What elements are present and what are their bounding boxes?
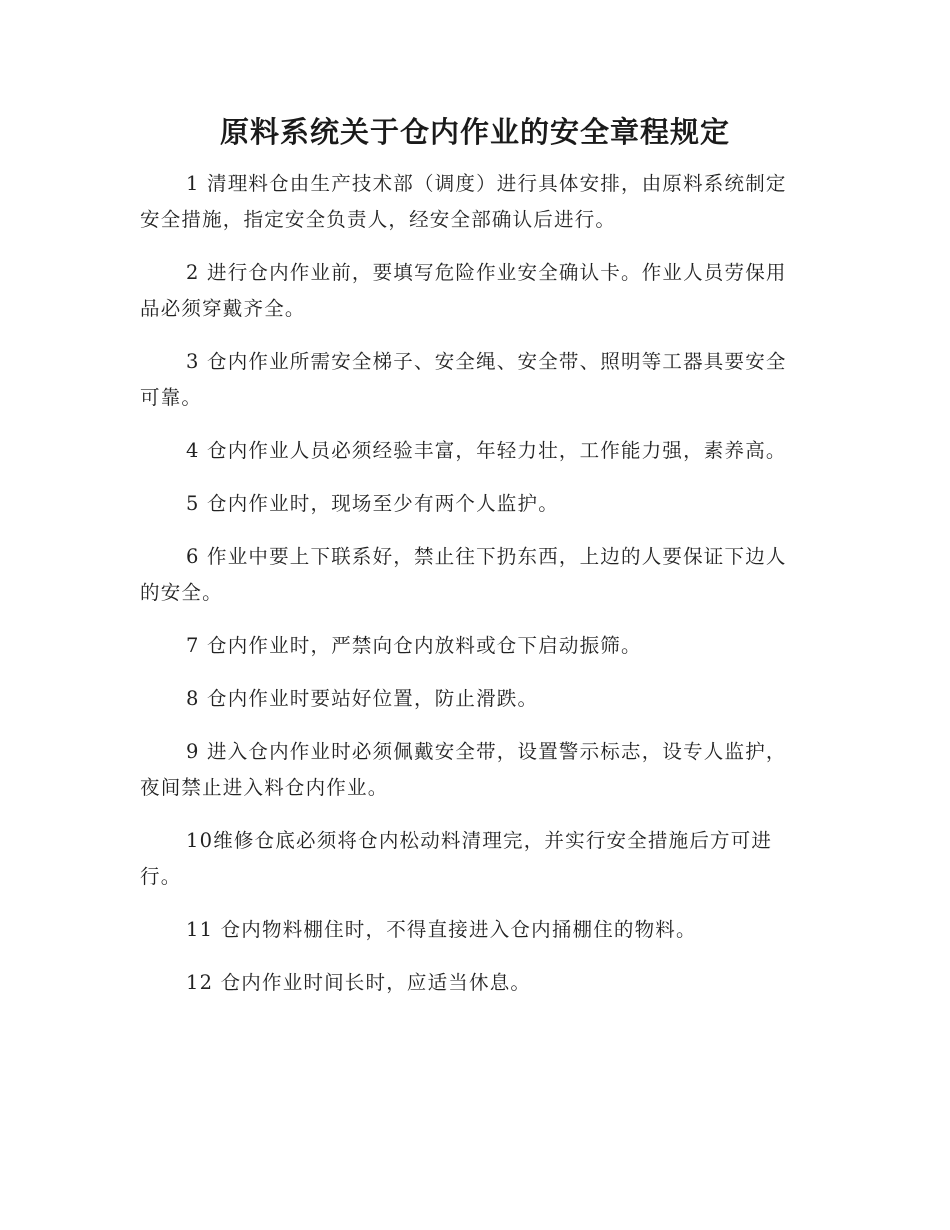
rule-item-8: 8 仓内作业时要站好位置，防止滑跌。 bbox=[186, 687, 539, 710]
rule-item-5: 5 仓内作业时，现场至少有两个人监护。 bbox=[186, 492, 559, 515]
rule-item-10: 10维修仓底必须将仓内松动料清理完，并实行安全措施后方可进行。 bbox=[140, 829, 773, 888]
rule-item-9: 9 进入仓内作业时必须佩戴安全带，设置警示标志，设专人监护，夜间禁止进入料仓内作业。 bbox=[140, 740, 787, 799]
rule-item-11: 11 仓内物料棚住时，不得直接进入仓内捅棚住的物料。 bbox=[186, 918, 697, 941]
rule-item-12: 12 仓内作业时间长时，应适当休息。 bbox=[186, 971, 532, 994]
rule-item-7: 7 仓内作业时，严禁向仓内放料或仓下启动振筛。 bbox=[186, 634, 642, 657]
rule-item-1: 1 清理料仓由生产技术部（调度）进行具体安排，由原料系统制定安全措施，指定安全负责人，经安全部确认后进行。 bbox=[140, 172, 787, 231]
rule-item-6: 6 作业中要上下联系好，禁止往下扔东西，上边的人要保证下边人的安全。 bbox=[140, 545, 787, 604]
rule-item-2: 2 进行仓内作业前，要填写危险作业安全确认卡。作业人员劳保用品必须穿戴齐全。 bbox=[140, 261, 787, 320]
rule-item-4: 4 仓内作业人员必须经验丰富，年轻力壮，工作能力强，素养高。 bbox=[186, 439, 787, 462]
rules-list bbox=[140, 166, 800, 1018]
rule-item-3: 3 仓内作业所需安全梯子、安全绳、安全带、照明等工器具要安全可靠。 bbox=[140, 350, 787, 409]
document-title: 原料系统关于仓内作业的安全章程规定 bbox=[219, 115, 730, 149]
